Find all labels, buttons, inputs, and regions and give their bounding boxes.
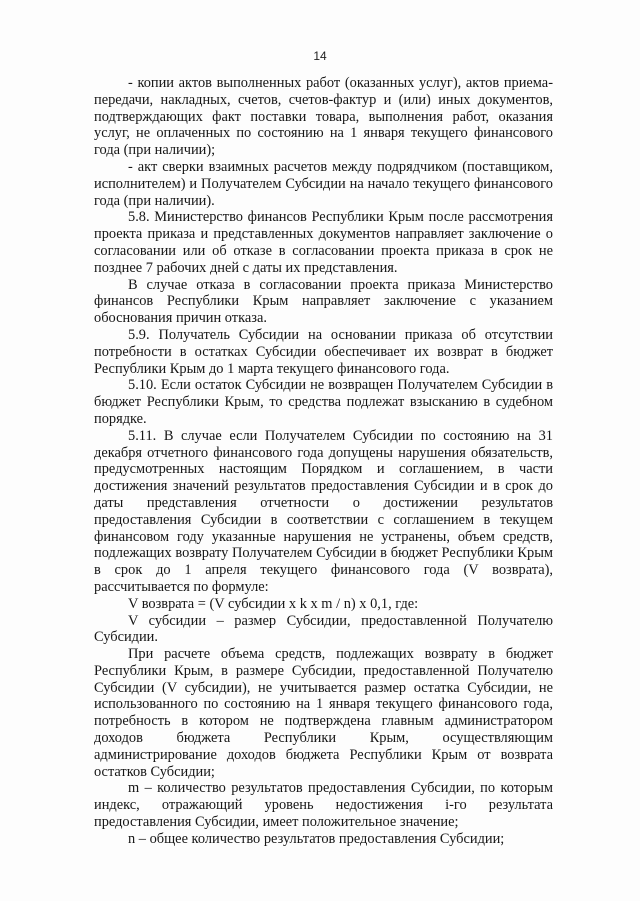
paragraph-clause-5-8: 5.8. Министерство финансов Республики Крым после рассмотрения проекта приказа и представленных документов направляет заключение о согласовании или об отказе в согласовании проекта приказа в срок не позднее 7 рабочих дней с даты их представления. (94, 209, 553, 276)
paragraph-item-2: - акт сверки взаимных расчетов между подрядчиком (поставщиком, исполнителем) и Получателем Субсидии на начало текущего финансового года (при наличии). (94, 158, 553, 209)
paragraph-item-1: - копии актов выполненных работ (оказанных услуг), актов приема-передачи, накладных, счетов, счетов-фактур и (или) иных документов, подтверждающих факт поставки товара, выполнения работ, оказания услуг, не оплаченных по состоянию на 1 января текущего финансового года (при наличии); (94, 75, 553, 159)
document-body (94, 75, 553, 848)
paragraph-clause-5-10: 5.10. Если остаток Субсидии не возвращен Получателем Субсидии в бюджет Республики Крым, то средства подлежат взысканию в судебном порядке. (94, 377, 553, 427)
page-number: 14 (313, 49, 327, 63)
paragraph-clause-5-11: 5.11. В случае если Получателем Субсидии по состоянию на 31 декабря отчетного финансового года допущены нарушения обязательств, предусмотренных настоящим Порядком и соглашением, в части достижения значений результатов предоставления Субсидии и в срок до даты представления отчетности о достижении результатов предоставления Субсидии в соответствии с соглашением в текущем финансовом году указанные нарушения не устранены, объем средств, подлежащих возврату Получателем Субсидии в бюджет Республики Крым в срок до 1 апреля текущего финансового года (V возврата), рассчитывается по формуле: (94, 427, 553, 595)
paragraph-calculation-note: При расчете объема средств, подлежащих возврату в бюджет Республики Крым, в размере Субсидии, предоставленной Получателю Субсидии (V субсидии), не учитывается размер остатка Субсидии, не использованного по состоянию на 1 января текущего финансового года, потребность в котором не подтверждена главным администратором доходов бюджета Республики Крым, осуществляющим администрирование доходов бюджета Республики Крым от возврата остатков Субсидии; (94, 646, 553, 780)
formula: V возврата = (V субсидии x k x m / n) x 0,1, где: (128, 595, 419, 612)
paragraph-v-subsidy-definition: V субсидии – размер Субсидии, предоставленной Получателю Субсидии. (94, 612, 553, 646)
paragraph-refusal: В случае отказа в согласовании проекта приказа Министерство финансов Республики Крым направляет заключение с указанием обоснования причин отказа. (94, 276, 553, 327)
paragraph-m-definition: m – количество результатов предоставления Субсидии, по которым индекс, отражающий уровень недостижения i-го результата предоставления Субсидии, имеет положительное значение; (94, 780, 553, 831)
paragraph-clause-5-9: 5.9. Получатель Субсидии на основании приказа об отсутствии потребности в остатках Субсидии обеспечивает их возврат в бюджет Республики Крым до 1 марта текущего финансового года. (94, 326, 553, 377)
paragraph-n-definition: n – общее количество результатов предоставления Субсидии; (128, 830, 505, 847)
